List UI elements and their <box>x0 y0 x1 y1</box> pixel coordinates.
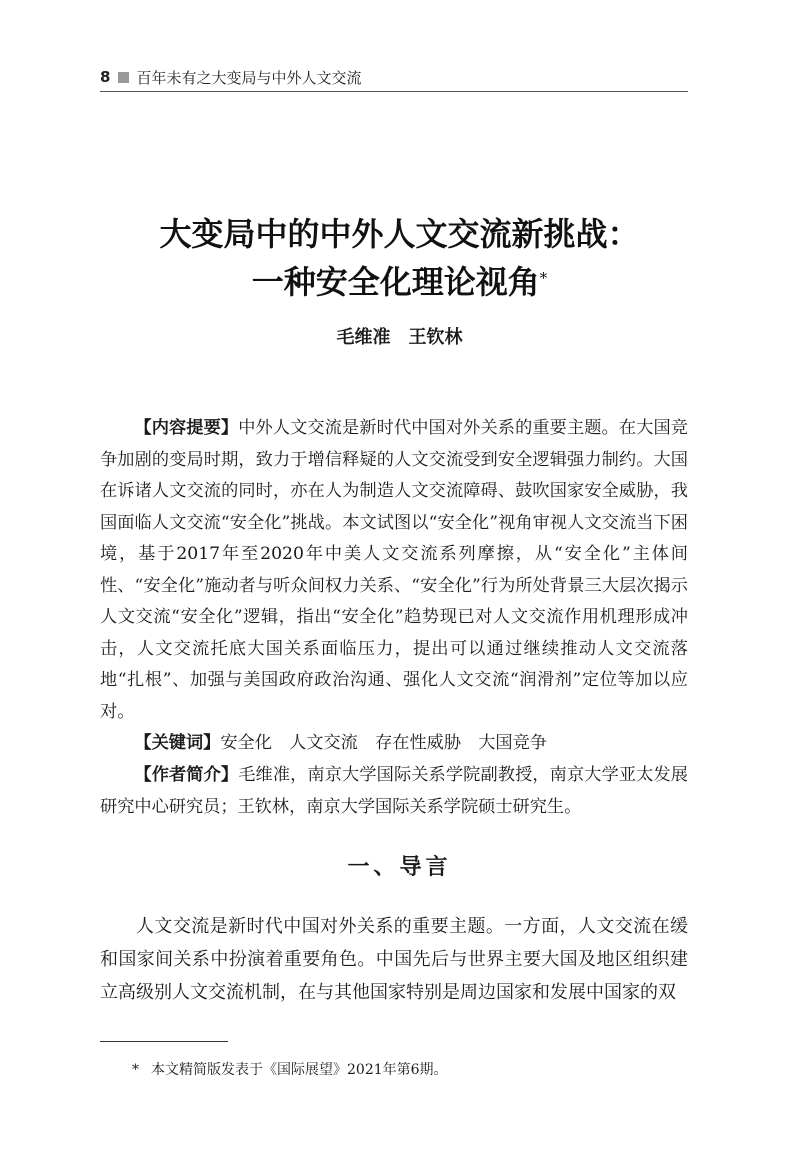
author-bio <box>100 760 688 823</box>
footnote <box>132 1059 448 1079</box>
bio-text: 毛维准，南京大学国际关系学院副教授，南京大学亚太发展研究中心研究员；王钦林，南京大学国际关系学院硕士研究生。 <box>100 765 688 817</box>
abstract-text: 中外人文交流是新时代中国对外关系的重要主题。在大国竞争加剧的变局时期，致力于增信释疑的人文交流受到安全逻辑强力制约。大国在诉诸人文交流的同时，亦在人为制造人文交流障碍、鼓吹国家安全威胁，我国面临人文交流“安全化”挑战。本文试图以“安全化”视角审视人文交流当下困境，基于2017年至2020年中美人文交流系列摩擦，从“安全化”主体间性、“安全化”施动者与听众间权力关系、“安全化”行为所处背景三大层次揭示人文交流“安全化”逻辑，指出“安全化”趋势现已对人文交流作用机理形成冲击，人文交流托底大国关系面临压力，提出可以通过继续推动人文交流落地“扎根”、加强与美国政府政治沟通、强化人文交流“润滑剂”定位等加以应对。 <box>100 418 688 722</box>
body-paragraph: 人文交流是新时代中国对外关系的重要主题。一方面，人文交流在缓和国家间关系中扮演着重要角色。中国先后与世界主要大国及地区组织建立高级别人文交流机制，在与其他国家特别是周边国家和发展中国家的双 <box>100 916 688 1003</box>
section-heading: 一、导言 <box>347 854 452 880</box>
running-header <box>100 64 688 90</box>
title-note-mark: * <box>539 269 548 287</box>
header-rule <box>100 91 688 92</box>
title-line-1: 大变局中的中外人文交流新挑战： <box>159 215 640 253</box>
keywords <box>100 728 688 760</box>
footnote-rule <box>100 1041 228 1042</box>
keyword: 存在性威胁 <box>375 733 462 753</box>
square-bullet-icon <box>118 72 129 83</box>
authors: 毛维准 王钦林 <box>336 327 463 348</box>
abstract <box>100 413 688 728</box>
footnote-mark: * <box>132 1062 139 1078</box>
keyword: 大国竞争 <box>478 733 547 753</box>
abstract-label: 【内容提要】 <box>134 418 239 438</box>
page-number: 8 <box>100 68 111 86</box>
running-title: 百年未有之大变局与中外人文交流 <box>136 68 362 87</box>
keyword: 人文交流 <box>289 733 358 753</box>
keyword: 安全化 <box>220 733 272 753</box>
bio-label: 【作者简介】 <box>134 765 239 785</box>
title-line-2-text: 一种安全化理论视角 <box>251 263 540 301</box>
footnote-text: 本文精简版发表于《国际展望》2021年第6期。 <box>151 1062 448 1078</box>
keywords-label: 【关键词】 <box>134 733 221 753</box>
title-line-2 <box>0 258 799 306</box>
